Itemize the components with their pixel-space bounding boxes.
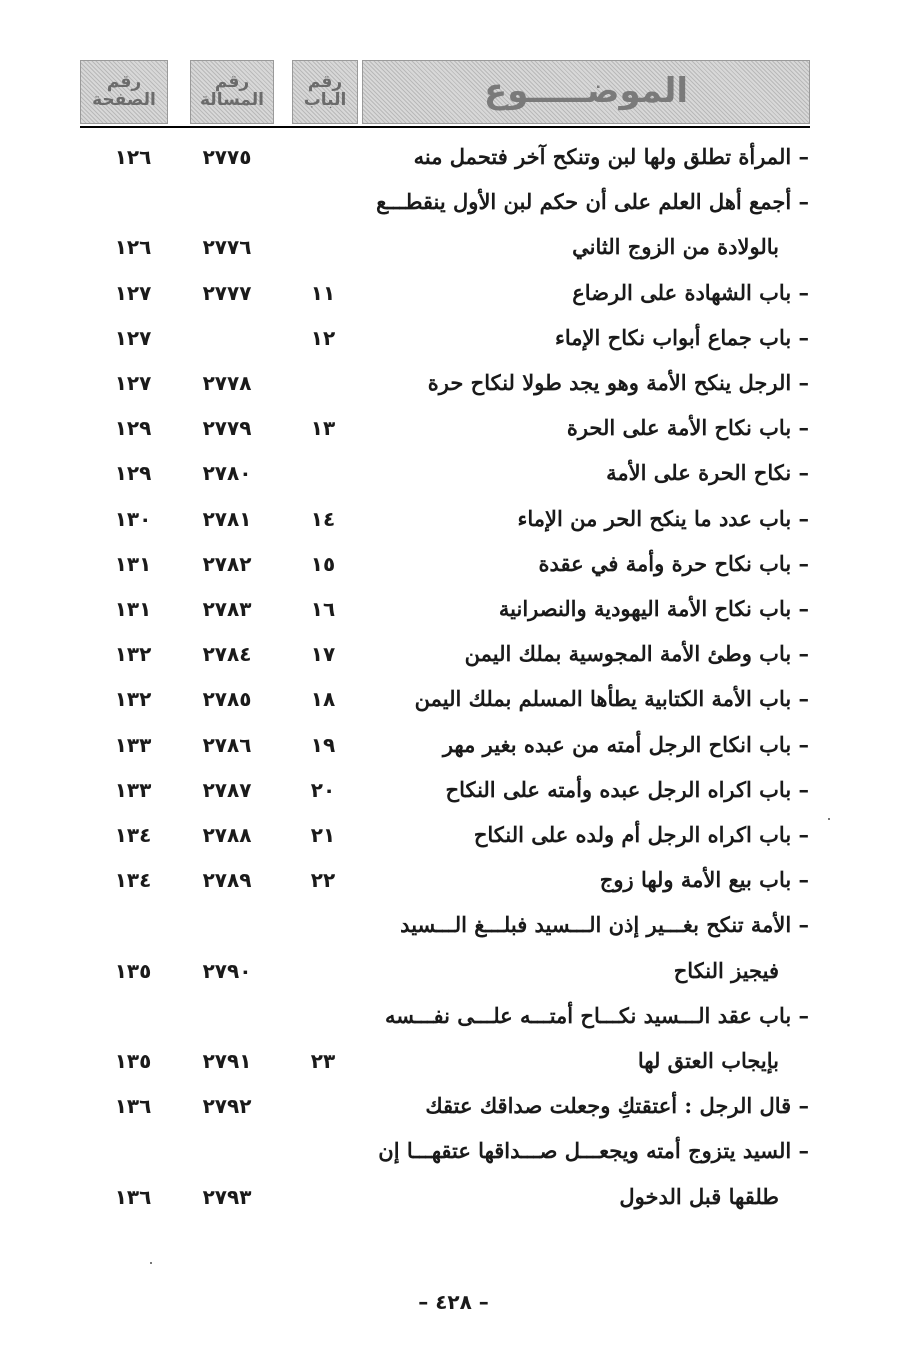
table-row: [0, 860, 907, 900]
topic-cell: – باب الشهادة على الرضاع: [572, 279, 809, 305]
topic-cell: – باب عقد الـــسيد نكـــاح أمتـــه علـــى نفـــسه: [385, 1002, 809, 1028]
topic-cell: بإيجاب العتق لها: [637, 1048, 779, 1073]
topic-cell: – باب جماع أبواب نكاح الإماء: [555, 324, 809, 350]
table-row: [0, 770, 907, 810]
page-ref-number: ١٣٤: [114, 868, 152, 893]
topic-cell: – قال الرجل : أعتقتكِ وجعلت صداقك عتقك: [425, 1093, 809, 1119]
header-rule: [80, 126, 810, 128]
bab-number: ١٢: [310, 325, 336, 350]
masala-number: ٢٧٨٠: [202, 461, 252, 486]
bab-number: ١٦: [310, 597, 336, 621]
table-row: [0, 951, 907, 991]
masala-number: ٢٧٩١: [202, 1049, 252, 1073]
bab-number: ١٣: [310, 416, 336, 441]
page-ref-number: ١٢٦: [114, 235, 152, 260]
page-ref-number: ١٣٠: [114, 506, 152, 531]
masala-number: ٢٧٨٧: [202, 777, 252, 802]
topic-cell: – باب بيع الأمة ولها زوج: [599, 867, 809, 893]
page-ref-number: ١٢٧: [114, 325, 152, 350]
page-ref-number: ١٣٢: [114, 642, 152, 667]
table-row: [0, 408, 907, 448]
page-ref-number: ١٢٦: [114, 145, 152, 169]
topic-cell: – الأمة تنكح بغـــير إذن الـــسيد فبلـــغ الـــسيد: [400, 912, 809, 938]
page-ref-number: ١٢٩: [114, 461, 152, 486]
bab-number: ١٧: [310, 642, 336, 667]
header-masala-line2: المسالة: [200, 90, 264, 110]
header-topic: [362, 60, 810, 124]
table-row: [0, 453, 907, 493]
bab-number: ١٤: [310, 506, 336, 531]
topic-cell: – باب الأمة الكتابية يطأها المسلم بملك اليمن: [414, 686, 809, 712]
table-row: [0, 725, 907, 765]
header-masala-line1: رقم: [214, 72, 250, 93]
table-row: [0, 318, 907, 358]
topic-cell: – الرجل ينكح الأمة وهو يجد طولا لنكاح حرة: [427, 370, 809, 395]
table-row: [0, 679, 907, 719]
table-row: [0, 589, 907, 629]
table-row: [0, 1131, 907, 1171]
page-ref-number: ١٣٣: [114, 777, 152, 802]
table-row: [0, 996, 907, 1036]
header-safha: [80, 60, 168, 124]
header-bab-line2: الباب: [303, 90, 347, 110]
masala-number: ٢٧٩٢: [202, 1094, 252, 1119]
topic-cell: – باب اكراه الرجل أم ولده على النكاح: [473, 822, 809, 847]
scan-speck: [828, 818, 830, 820]
masala-number: ٢٧٨٨: [202, 823, 252, 847]
masala-number: ٢٧٨١: [202, 506, 252, 531]
table-row: [0, 815, 907, 855]
masala-number: ٢٧٧٩: [202, 416, 252, 441]
topic-cell: – المرأة تطلق ولها لبن وتنكح آخر فتحمل منه: [413, 144, 809, 169]
masala-number: ٢٧٩٣: [202, 1184, 252, 1209]
masala-number: ٢٧٨٩: [202, 868, 252, 893]
page-ref-number: ١٣٢: [114, 687, 152, 712]
page-ref-number: ١٣٥: [114, 1049, 152, 1073]
topic-cell: – نكاح الحرة على الأمة: [606, 460, 809, 486]
masala-number: ٢٧٧٧: [202, 280, 252, 305]
page-ref-number: ١٣٣: [114, 732, 152, 757]
header-bab: [292, 60, 358, 124]
topic-cell: فيجيز النكاح: [673, 957, 779, 983]
page-ref-number: ١٢٧: [114, 371, 152, 395]
masala-number: ٢٧٨٢: [202, 551, 252, 576]
scan-speck: [150, 1262, 152, 1264]
topic-cell: – باب اكراه الرجل عبده وأمته على النكاح: [445, 776, 809, 802]
table-row: [0, 137, 907, 177]
table-row: [0, 634, 907, 674]
bab-number: ١٥: [310, 551, 336, 576]
page-number: – ٤٢٨ –: [418, 1290, 489, 1314]
bab-number: ١٨: [310, 687, 336, 712]
bab-number: ١١: [310, 280, 336, 305]
topic-cell: – باب نكاح الأمة اليهودية والنصرانية: [498, 596, 809, 621]
bab-number: ٢٢: [310, 868, 336, 893]
topic-cell: – باب انكاح الرجل أمته من عبده بغير مهر: [442, 731, 809, 757]
masala-number: ٢٧٩٠: [202, 958, 252, 983]
topic-cell: بالولادة من الزوج الثاني: [572, 234, 779, 260]
header-safha-line1: رقم: [106, 72, 142, 93]
masala-number: ٢٧٧٦: [202, 235, 252, 260]
masala-number: ٢٧٨٤: [202, 642, 252, 667]
header-bab-line1: رقم: [307, 72, 343, 93]
header-masala: [190, 60, 274, 124]
page-ref-number: ١٣٤: [114, 823, 152, 847]
table-row: [0, 227, 907, 267]
table-row: [0, 363, 907, 403]
table-row: [0, 499, 907, 539]
table-row: [0, 544, 907, 584]
page-ref-number: ١٢٧: [114, 280, 152, 305]
topic-cell: – السيد يتزوج أمته ويجعـــل صـــداقها عتقهـــا إن: [378, 1138, 809, 1164]
topic-cell: – باب نكاح حرة وأمة في عقدة: [538, 550, 809, 576]
header-safha-line2: الصفحة: [92, 90, 156, 110]
topic-cell: – باب وطئ الأمة المجوسية بملك اليمن: [464, 641, 809, 667]
table-row: [0, 905, 907, 945]
masala-number: ٢٧٨٣: [202, 597, 252, 621]
bab-number: ٢٠: [310, 777, 336, 802]
page-ref-number: ١٣١: [114, 551, 152, 576]
table-row: [0, 1177, 907, 1217]
table-row: [0, 273, 907, 313]
table-row: [0, 1086, 907, 1126]
masala-number: ٢٧٨٥: [202, 687, 252, 712]
page-ref-number: ١٣١: [114, 597, 152, 621]
table-row: [0, 1041, 907, 1081]
page-ref-number: ١٣٦: [114, 1094, 152, 1119]
masala-number: ٢٧٨٦: [202, 732, 252, 757]
bab-number: ٢١: [310, 823, 336, 847]
bab-number: ٢٣: [310, 1049, 336, 1073]
topic-cell: – أجمع أهل العلم على أن حكم لبن الأول ينقطـــع: [376, 189, 809, 215]
masala-number: ٢٧٧٥: [202, 145, 252, 169]
page-ref-number: ١٣٦: [114, 1184, 152, 1209]
header-topic-label: الموضـــــوع: [483, 71, 689, 112]
topic-cell: طلقها قبل الدخول: [619, 1183, 779, 1209]
table-row: [0, 182, 907, 222]
page-ref-number: ١٢٩: [114, 416, 152, 441]
topic-cell: – باب نكاح الأمة على الحرة: [566, 415, 809, 441]
bab-number: ١٩: [310, 732, 336, 757]
topic-cell: – باب عدد ما ينكح الحر من الإماء: [517, 505, 809, 531]
page-ref-number: ١٣٥: [114, 958, 152, 983]
masala-number: ٢٧٧٨: [202, 371, 252, 395]
